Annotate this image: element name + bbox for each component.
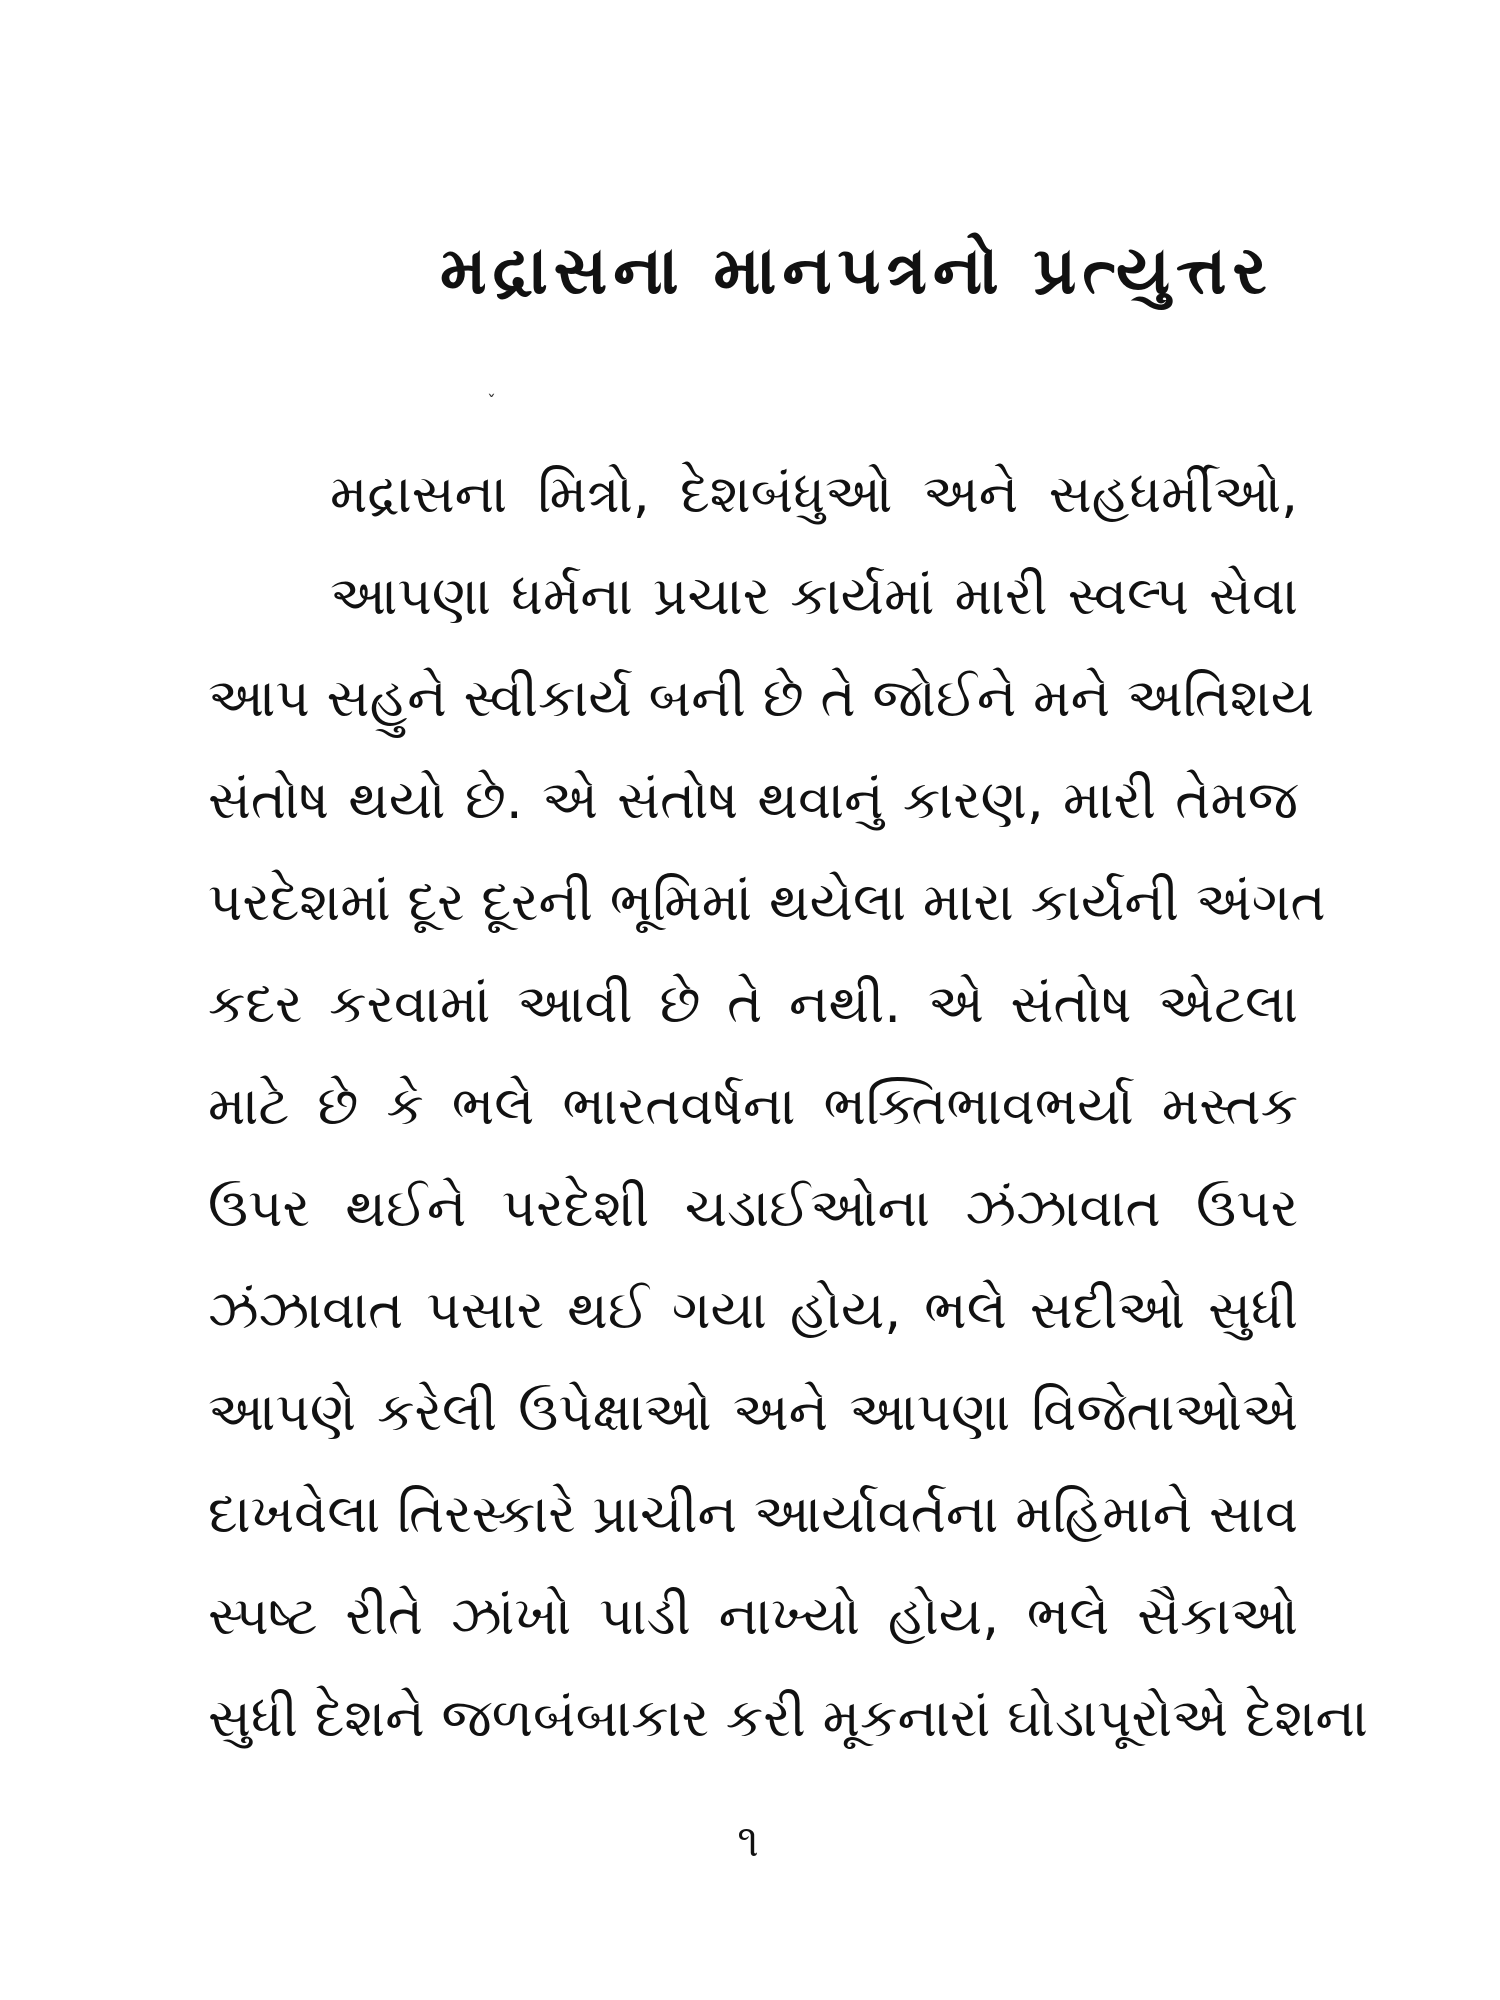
body-line: આપણા ધર્મના પ્રચાર કાર્યમાં મારી સ્વલ્પ સેવા [330,566,1298,627]
body-line: દાખવેલા તિરસ્કારે પ્રાચીન આર્યાવર્તના મહિમાને સાવ [208,1484,1298,1545]
body-line: આપણે કરેલી ઉપેક્ષાઓ અને આપણા વિજેતાઓએ [208,1382,1298,1443]
body-line: મદ્રાસના મિત્રો, દેશબંધુઓ અને સહધર્મીઓ, [330,464,1298,525]
page-number: ૧ [737,1816,759,1867]
body-line: સ્પષ્ટ રીતે ઝાંખો પાડી નાખ્યો હોય, ભલે સૈકાઓ [208,1586,1298,1647]
body-line: ઉપર થઈને પરદેશી ચડાઈઓના ઝંઝાવાત ઉપર [208,1178,1298,1239]
page-title: મદ્રાસના માનપત્રનો પ્રત્યુત્તર [440,232,1273,309]
body-line: પરદેશમાં દૂર દૂરની ભૂમિમાં થયેલા મારા કાર્યની અંગત [208,872,1326,933]
body-line: માટે છે કે ભલે ભારતવર્ષના ભક્તિભાવભર્યા મસ્તક [208,1076,1298,1137]
stray-ink-mark: ˇ [487,392,496,413]
body-line: સુધી દેશને જળબંબાકાર કરી મૂકનારાં ઘોડાપૂરોએ દેશના [208,1688,1368,1749]
body-line: ઝંઝાવાત પસાર થઈ ગયા હોય, ભલે સદીઓ સુધી [208,1280,1298,1341]
body-line: આપ સહુને સ્વીકાર્ય બની છે તે જોઈને મને અતિશય [208,668,1315,729]
body-line: સંતોષ થયો છે. એ સંતોષ થવાનું કારણ, મારી તેમજ [208,770,1298,831]
body-line: કદર કરવામાં આવી છે તે નથી. એ સંતોષ એટલા [208,974,1298,1035]
